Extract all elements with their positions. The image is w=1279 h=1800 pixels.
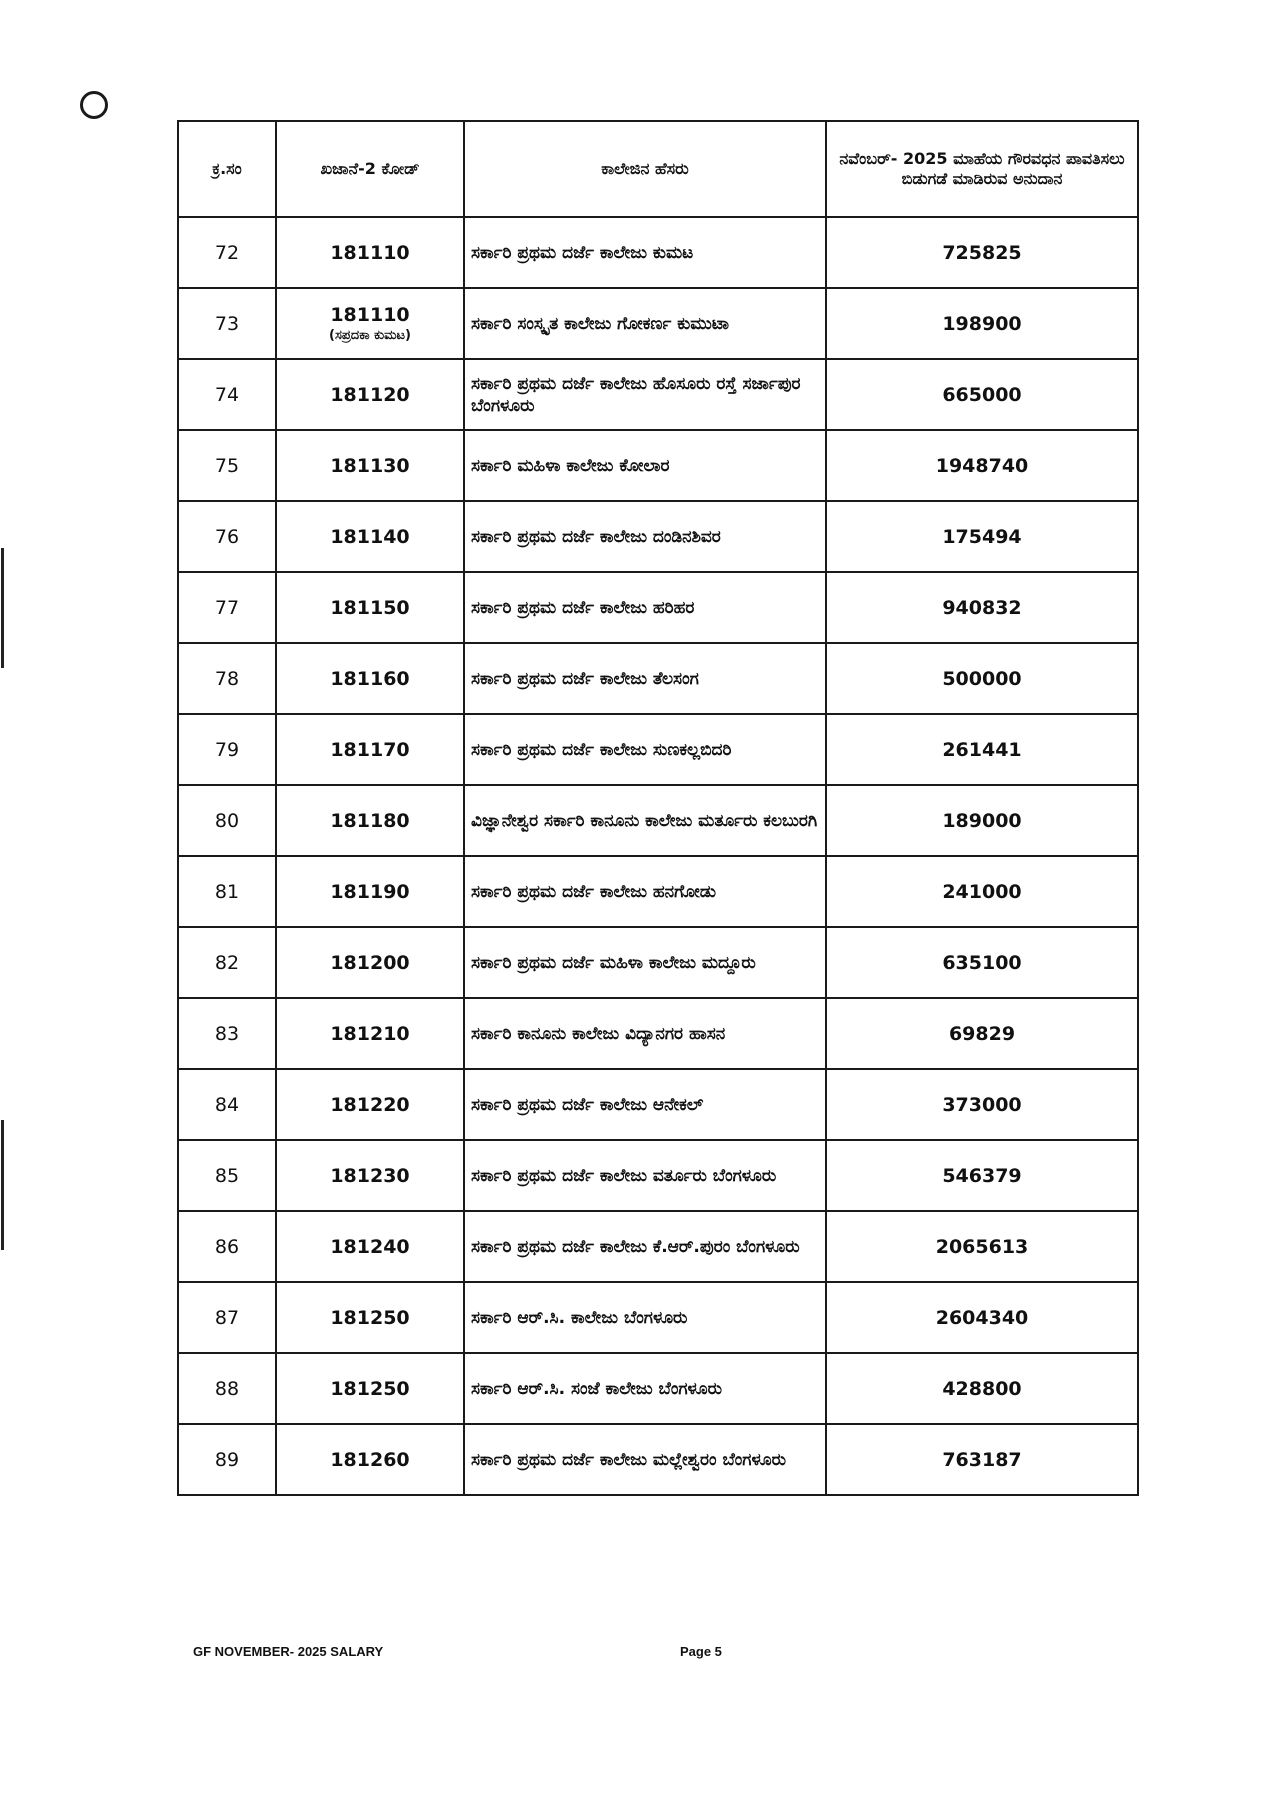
treasury-code-value: 181240 [330,1235,410,1258]
header-college-name: ಕಾಲೇಜಿನ ಹೆಸರು [464,121,826,217]
table-row [178,359,1138,430]
cell-serial: 79 [178,714,276,785]
treasury-code-value: 181260 [330,1448,410,1471]
header-serial: ಕ್ರ.ಸಂ [178,121,276,217]
cell-college-name: ಸರ್ಕಾರಿ ಪ್ರಥಮ ದರ್ಜೆ ಕಾಲೇಜು ಕುಮಟ [464,217,826,288]
table-row [178,501,1138,572]
treasury-code-value: 181250 [330,1306,410,1329]
cell-college-name: ವಿಜ್ಞಾನೇಶ್ವರ ಸರ್ಕಾರಿ ಕಾನೂನು ಕಾಲೇಜು ಮರ್ತೂರು ಕಲಬುರಗಿ [464,785,826,856]
cell-grant-amount: 940832 [826,572,1138,643]
cell-treasury-code [276,501,464,572]
cell-treasury-code [276,927,464,998]
cell-serial: 85 [178,1140,276,1211]
cell-treasury-code [276,1069,464,1140]
treasury-code-value: 181170 [330,738,410,761]
cell-college-name: ಸರ್ಕಾರಿ ಪ್ರಥಮ ದರ್ಜೆ ಕಾಲೇಜು ಹರಿಹರ [464,572,826,643]
cell-grant-amount: 241000 [826,856,1138,927]
grant-table [177,120,1139,1496]
cell-serial: 89 [178,1424,276,1495]
cell-serial: 80 [178,785,276,856]
table-row [178,927,1138,998]
table-row [178,1211,1138,1282]
page-corner-circle [80,91,108,119]
table-row [178,1069,1138,1140]
table-row [178,1282,1138,1353]
treasury-code-value: 181210 [330,1022,410,1045]
treasury-code-value: 181120 [330,383,410,406]
cell-college-name: ಸರ್ಕಾರಿ ಪ್ರಥಮ ದರ್ಜೆ ಕಾಲೇಜು ಮಲ್ಲೇಶ್ವರಂ ಬೆಂಗಳೂರು [464,1424,826,1495]
treasury-code-value: 181190 [330,880,410,903]
cell-grant-amount: 546379 [826,1140,1138,1211]
table-row [178,856,1138,927]
cell-college-name: ಸರ್ಕಾರಿ ಪ್ರಥಮ ದರ್ಜೆ ಕಾಲೇಜು ಕೆ.ಆರ್.ಪುರಂ ಬೆಂಗಳೂರು [464,1211,826,1282]
cell-grant-amount: 198900 [826,288,1138,359]
cell-serial: 76 [178,501,276,572]
cell-serial: 88 [178,1353,276,1424]
footer-document-label: GF NOVEMBER- 2025 SALARY [193,1644,384,1659]
cell-college-name: ಸರ್ಕಾರಿ ಮಹಿಳಾ ಕಾಲೇಜು ಕೋಲಾರ [464,430,826,501]
cell-treasury-code [276,714,464,785]
margin-scan-mark [1,1120,4,1250]
cell-college-name: ಸರ್ಕಾರಿ ಪ್ರಥಮ ದರ್ಜೆ ಕಾಲೇಜು ಹೊಸೂರು ರಸ್ತೆ ಸರ್ಜಾಪುರ ಬೆಂಗಳೂರು [464,359,826,430]
cell-serial: 73 [178,288,276,359]
treasury-code-value: 181160 [330,667,410,690]
cell-treasury-code [276,572,464,643]
cell-grant-amount: 69829 [826,998,1138,1069]
treasury-code-value: 181150 [330,596,410,619]
treasury-code-value: 181250 [330,1377,410,1400]
cell-treasury-code [276,1353,464,1424]
table-row [178,1353,1138,1424]
cell-college-name: ಸರ್ಕಾರಿ ಪ್ರಥಮ ದರ್ಜೆ ಕಾಲೇಜು ವರ್ತೂರು ಬೆಂಗಳೂರು [464,1140,826,1211]
cell-grant-amount: 635100 [826,927,1138,998]
cell-grant-amount: 665000 [826,359,1138,430]
treasury-code-value: 181110 [330,241,410,264]
treasury-code-value: 181110 [330,304,410,326]
margin-scan-mark [1,548,4,668]
treasury-code-note: (ಸಪ್ರದಕಾ ಕುಮಟ) [329,328,411,343]
cell-college-name: ಸರ್ಕಾರಿ ಆರ್.ಸಿ. ಸಂಜೆ ಕಾಲೇಜು ಬೆಂಗಳೂರು [464,1353,826,1424]
treasury-code-value: 181130 [330,454,410,477]
header-grant-amount: ನವೆಂಬರ್- 2025 ಮಾಹೆಯ ಗೌರವಧನ ಪಾವತಿಸಲು ಬಿಡುಗಡೆ ಮಾಡಿರುವ ಅನುದಾನ [826,121,1138,217]
treasury-code-value: 181200 [330,951,410,974]
cell-college-name: ಸರ್ಕಾರಿ ಸಂಸ್ಕೃತ ಕಾಲೇಜು ಗೋಕರ್ಣ ಕುಮುಟಾ [464,288,826,359]
table-row [178,217,1138,288]
cell-serial: 77 [178,572,276,643]
cell-grant-amount: 428800 [826,1353,1138,1424]
table-row [178,643,1138,714]
table-row [178,430,1138,501]
treasury-code-value: 181140 [330,525,410,548]
table-row [178,1140,1138,1211]
header-treasury-code: ಖಜಾನೆ-2 ಕೋಡ್ [276,121,464,217]
cell-serial: 82 [178,927,276,998]
table-row [178,998,1138,1069]
cell-college-name: ಸರ್ಕಾರಿ ಪ್ರಥಮ ದರ್ಜೆ ಕಾಲೇಜು ದಂಡಿನಶಿವರ [464,501,826,572]
table-row [178,714,1138,785]
cell-treasury-code [276,998,464,1069]
cell-college-name: ಸರ್ಕಾರಿ ಪ್ರಥಮ ದರ್ಜೆ ಕಾಲೇಜು ಆನೇಕಲ್ [464,1069,826,1140]
table-row [178,1424,1138,1495]
cell-grant-amount: 373000 [826,1069,1138,1140]
treasury-code-value: 181220 [330,1093,410,1116]
cell-grant-amount: 2604340 [826,1282,1138,1353]
table-row [178,572,1138,643]
cell-serial: 81 [178,856,276,927]
table-header-row [178,121,1138,217]
cell-college-name: ಸರ್ಕಾರಿ ಆರ್.ಸಿ. ಕಾಲೇಜು ಬೆಂಗಳೂರು [464,1282,826,1353]
cell-grant-amount: 2065613 [826,1211,1138,1282]
footer-page-number: Page 5 [680,1644,722,1659]
cell-treasury-code [276,430,464,501]
cell-college-name: ಸರ್ಕಾರಿ ಪ್ರಥಮ ದರ್ಜೆ ಮಹಿಳಾ ಕಾಲೇಜು ಮದ್ದೂರು [464,927,826,998]
table-body [178,217,1138,1495]
treasury-code-value: 181180 [330,809,410,832]
cell-grant-amount: 175494 [826,501,1138,572]
cell-treasury-code [276,217,464,288]
cell-serial: 72 [178,217,276,288]
cell-grant-amount: 1948740 [826,430,1138,501]
cell-college-name: ಸರ್ಕಾರಿ ಪ್ರಥಮ ದರ್ಜೆ ಕಾಲೇಜು ಹನಗೋಡು [464,856,826,927]
cell-serial: 78 [178,643,276,714]
cell-serial: 84 [178,1069,276,1140]
cell-grant-amount: 725825 [826,217,1138,288]
treasury-code-value: 181230 [330,1164,410,1187]
cell-serial: 87 [178,1282,276,1353]
cell-college-name: ಸರ್ಕಾರಿ ಪ್ರಥಮ ದರ್ಜೆ ಕಾಲೇಜು ತೆಲಸಂಗ [464,643,826,714]
cell-treasury-code [276,1140,464,1211]
cell-treasury-code [276,1282,464,1353]
table-row [178,288,1138,359]
cell-treasury-code [276,1424,464,1495]
cell-serial: 86 [178,1211,276,1282]
table-row [178,785,1138,856]
cell-treasury-code [276,643,464,714]
cell-treasury-code [276,1211,464,1282]
cell-treasury-code [276,856,464,927]
cell-treasury-code [276,785,464,856]
cell-grant-amount: 763187 [826,1424,1138,1495]
cell-college-name: ಸರ್ಕಾರಿ ಕಾನೂನು ಕಾಲೇಜು ವಿದ್ಯಾನಗರ ಹಾಸನ [464,998,826,1069]
cell-serial: 74 [178,359,276,430]
cell-treasury-code [276,288,464,359]
cell-serial: 83 [178,998,276,1069]
cell-grant-amount: 500000 [826,643,1138,714]
cell-treasury-code [276,359,464,430]
cell-college-name: ಸರ್ಕಾರಿ ಪ್ರಥಮ ದರ್ಜೆ ಕಾಲೇಜು ಸುಣಕಲ್ಲಬಿದರಿ [464,714,826,785]
cell-grant-amount: 261441 [826,714,1138,785]
cell-grant-amount: 189000 [826,785,1138,856]
cell-serial: 75 [178,430,276,501]
